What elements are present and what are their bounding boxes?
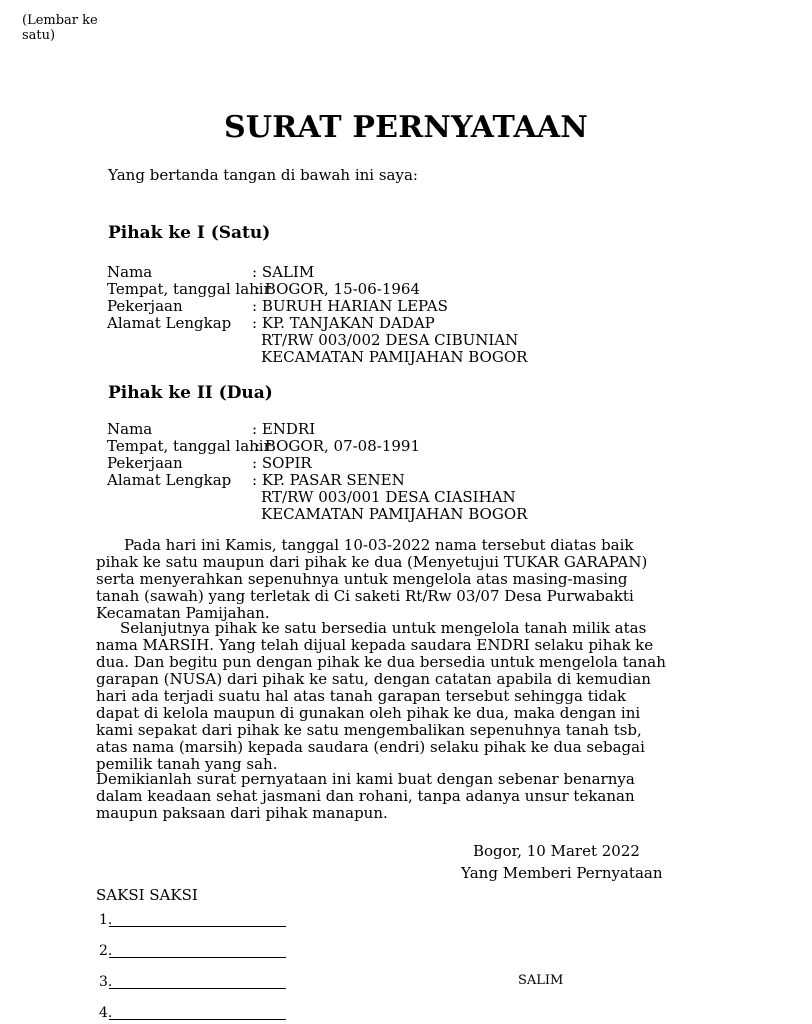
party1-birth-label: Tempat, tanggal lahir (107, 280, 271, 298)
witness-signature-line-3 (109, 988, 286, 989)
party1-address-line3: KECAMATAN PAMIJAHAN BOGOR (261, 348, 528, 366)
party1-address-label: Alamat Lengkap (107, 314, 232, 332)
witness-signature-line-4 (109, 1019, 286, 1020)
party2-address-line2: RT/RW 003/001 DESA CIASIHAN (261, 488, 516, 506)
witness-number-4: 4. (99, 1005, 113, 1021)
party1-name-label: Nama (107, 263, 153, 281)
paragraph-terms: Selanjutnya pihak ke satu bersedia untuk mengelola tanah milik atas nama MARSIH. Yang telah dijual kepada saudara ENDRI selaku pihak ke dua. Dan begitu pun dengan pihak ke dua bersedia untuk mengelola tanah garapan (NUSA) dari pihak ke satu, dengan catatan apabila di kemudian hari ada terjadi suatu hal atas tanah garapan tersebut sehingga tidak dapat di kelola maupun di gunakan oleh pihak ke dua, maka dengan ini kami sepakat dari pihak ke satu mengembalikan sepenuhnya tanah tsb, atas nama (marsih) kepada saudara (endri) selaku pihak ke dua sebagai pemilik tanah yang sah. (96, 619, 666, 773)
party2-job-label: Pekerjaan (107, 454, 183, 472)
party2-job-value: : SOPIR (252, 454, 312, 472)
signer-role: Yang Memberi Pernyataan (461, 864, 663, 882)
party2-heading: Pihak ke II (Dua) (108, 383, 273, 403)
intro-text: Yang bertanda tangan di bawah ini saya: (108, 166, 418, 184)
party1-name-value: : SALIM (252, 263, 315, 281)
party1-address-line1: : KP. TANJAKAN DADAP (252, 314, 435, 332)
party1-job-value: : BURUH HARIAN LEPAS (252, 297, 448, 315)
witness-number-2: 2. (99, 943, 113, 959)
witness-number-1: 1. (99, 912, 113, 928)
party1-birth-value: : BOGOR, 15-06-1964 (255, 280, 421, 298)
party2-name-label: Nama (107, 420, 153, 438)
party1-address-line2: RT/RW 003/002 DESA CIBUNIAN (261, 331, 519, 349)
document-title: SURAT PERNYATAAN (224, 110, 588, 145)
witness-signature-line-1 (109, 926, 286, 927)
paragraph-closing: Demikianlah surat pernyataan ini kami buat dengan sebenar benarnya dalam keadaan sehat jasmani dan rohani, tanpa adanya unsur tekanan maupun paksaan dari pihak manapun. (96, 770, 635, 822)
witness-signature-line-2 (109, 957, 286, 958)
party2-address-line3: KECAMATAN PAMIJAHAN BOGOR (261, 505, 528, 523)
signer-name: SALIM (518, 973, 564, 988)
paragraph-agreement: Pada hari ini Kamis, tanggal 10-03-2022 nama tersebut diatas baik pihak ke satu maupun dari pihak ke dua (Menyetujui TUKAR GARAPAN) serta menyerahkan sepenuhnya untuk mengelola atas masing-masing tanah (sawah) yang terletak di Ci saketi Rt/Rw 03/07 Desa Purwabakti Kecamatan Pamijahan. (96, 536, 648, 622)
witness-number-3: 3. (99, 974, 113, 990)
party1-heading: Pihak ke I (Satu) (108, 223, 271, 243)
place-date: Bogor, 10 Maret 2022 (473, 842, 640, 860)
corner-note: (Lembar ke satu) (22, 13, 98, 43)
party1-job-label: Pekerjaan (107, 297, 183, 315)
party2-address-label: Alamat Lengkap (107, 471, 232, 489)
party2-name-value: : ENDRI (252, 420, 316, 438)
party2-birth-value: : BOGOR, 07-08-1991 (255, 437, 421, 455)
witnesses-heading: SAKSI SAKSI (96, 886, 198, 904)
party2-birth-label: Tempat, tanggal lahir (107, 437, 271, 455)
party2-address-line1: : KP. PASAR SENEN (252, 471, 405, 489)
